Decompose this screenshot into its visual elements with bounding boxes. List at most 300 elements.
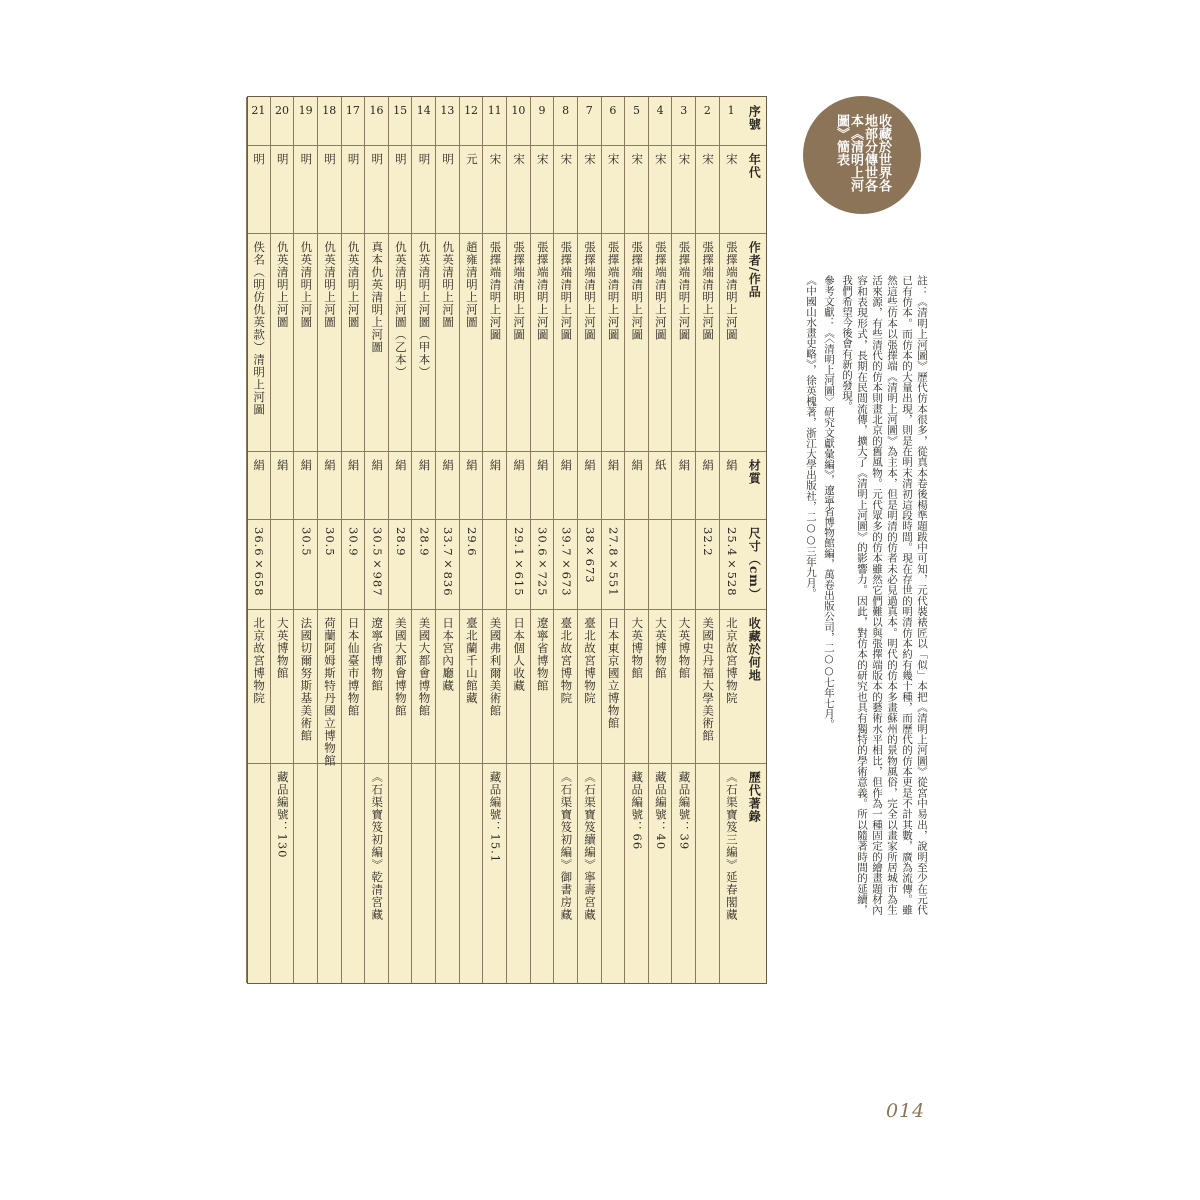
cell-records-text: 藏品編號：15.1 <box>488 771 503 864</box>
cell-size-text: 25.4×528 <box>724 527 739 597</box>
table-row <box>388 97 412 983</box>
cell-no <box>342 97 365 145</box>
cell-location-text: 臺北故宮博物院 <box>582 617 597 705</box>
cell-location <box>507 609 530 763</box>
cell-era <box>436 145 459 233</box>
header-era <box>742 145 766 233</box>
cell-era <box>531 145 554 233</box>
cell-work <box>365 233 388 451</box>
cell-size <box>436 519 459 609</box>
cell-location <box>672 609 695 763</box>
cell-material <box>460 451 483 519</box>
cell-era-text: 明 <box>417 153 432 166</box>
table-row <box>246 97 270 983</box>
cell-no-text: 18 <box>322 104 337 117</box>
table-row <box>671 97 695 983</box>
cell-size-text: 27.8×551 <box>606 527 621 597</box>
cell-no-text: 14 <box>416 104 431 117</box>
cell-era <box>554 145 577 233</box>
cell-no <box>625 97 648 145</box>
cell-material <box>554 451 577 519</box>
cell-material-text: 絹 <box>322 459 337 472</box>
cell-work <box>412 233 435 451</box>
header-material-text: 材質 <box>747 459 762 485</box>
cell-no-text: 10 <box>511 104 526 117</box>
header-records-text: 歷代著錄 <box>747 771 762 823</box>
cell-work <box>720 233 743 451</box>
cell-no-text: 11 <box>487 104 502 117</box>
cell-size <box>578 519 601 609</box>
notes-text: 註：《清明上河圖》歷代仿本很多，從真本卷後楊準題跋中可知，元代裝裱匠以「似」本把《清明上河圖》從宮中易出，說明至少在元代已有仿本。而仿本的大量出現，則是在明末清初這段時間。現在存世的明清仿本約有幾十種，而歷代的仿本更是不計其數，廣為流傳。雖然這些仿本以張擇端《清明上河圖》為主本，但是明清的仿者未必見過真本。明代的仿本多畫蘇州的景物風俗，完全以畫家所居城市為生活來源，有些清代的仿本則畫北京的舊風物。元代眾多的仿本雖然它們難以與張擇端版本的藝術水平相比，但作為一種固定的繪畫題材內容和表現形式，長期在民間流傳，擴大了《清明上河圖》的影響力。因此，對仿本的研究也具有獨特的學術意義。所以隨著時間的延續，我們希望今後會有新的發現。 <box>841 275 928 915</box>
cell-work <box>602 233 625 451</box>
cell-material-text: 絹 <box>252 459 267 472</box>
page-number: 014 <box>886 1100 926 1122</box>
cell-size <box>602 519 625 609</box>
cell-material <box>271 451 294 519</box>
cell-location <box>578 609 601 763</box>
cell-era-text: 宋 <box>512 153 527 166</box>
cell-material-text: 絹 <box>346 459 361 472</box>
cell-location <box>554 609 577 763</box>
cell-era <box>625 145 648 233</box>
cell-era-text: 宋 <box>488 153 503 166</box>
cell-no-text: 8 <box>562 104 570 117</box>
table-title: 收藏於世界各地部分傳世各本《清明上河圖》簡表 <box>834 114 891 192</box>
cell-material-text: 絹 <box>393 459 408 472</box>
cell-material <box>342 451 365 519</box>
cell-location <box>649 609 672 763</box>
cell-no <box>554 97 577 145</box>
title-badge <box>803 96 921 214</box>
cell-size-text: 36.6×658 <box>252 527 267 597</box>
cell-work <box>483 233 506 451</box>
cell-size <box>649 519 672 609</box>
table-row <box>270 97 294 983</box>
cell-era <box>271 145 294 233</box>
cell-size <box>389 519 412 609</box>
cell-records <box>672 763 695 985</box>
cell-work-text: 張擇端清明上河圖 <box>724 241 739 341</box>
cell-era <box>365 145 388 233</box>
cell-work-text: 仇英清明上河圖（乙本） <box>393 241 408 379</box>
cell-work <box>696 233 719 451</box>
table-row <box>553 97 577 983</box>
cell-size-text: 30.5 <box>299 527 314 557</box>
cell-material-text: 絹 <box>299 459 314 472</box>
cell-location-text: 美國大都會博物館 <box>393 617 408 717</box>
cell-size <box>412 519 435 609</box>
cell-no <box>720 97 743 145</box>
cell-material-text: 絹 <box>512 459 527 472</box>
cell-work <box>507 233 530 451</box>
cell-records <box>507 763 530 985</box>
cell-no <box>247 97 270 145</box>
cell-no <box>483 97 506 145</box>
cell-era-text: 宋 <box>630 153 645 166</box>
cell-work-text: 張擇端清明上河圖 <box>701 241 716 341</box>
cell-era <box>294 145 317 233</box>
table-row <box>482 97 506 983</box>
cell-records <box>602 763 625 985</box>
cell-location <box>318 609 341 767</box>
table-row <box>459 97 483 983</box>
cell-era <box>460 145 483 233</box>
cell-location-text: 大英博物館 <box>653 617 668 680</box>
cell-no <box>649 97 672 145</box>
cell-no <box>696 97 719 145</box>
cell-records-text: 《石渠寶笈續編》寧壽宮藏 <box>582 771 597 921</box>
cell-size <box>531 519 554 609</box>
cell-work <box>294 233 317 451</box>
cell-era-text: 明 <box>275 153 290 166</box>
cell-material <box>578 451 601 519</box>
cell-size-text: 30.5 <box>322 527 337 557</box>
cell-no-text: 13 <box>440 104 455 117</box>
cell-no <box>436 97 459 145</box>
cell-era-text: 明 <box>252 153 267 166</box>
table-row <box>364 97 388 983</box>
cell-no-text: 1 <box>727 104 735 117</box>
cell-size <box>271 519 294 609</box>
cell-work <box>672 233 695 451</box>
cell-no <box>271 97 294 145</box>
cell-size <box>507 519 530 609</box>
cell-material <box>483 451 506 519</box>
cell-location <box>460 609 483 763</box>
cell-work <box>247 233 270 451</box>
cell-records <box>318 763 341 985</box>
cell-material-text: 絹 <box>464 459 479 472</box>
cell-no <box>365 97 388 145</box>
cell-era <box>720 145 743 233</box>
cell-material <box>412 451 435 519</box>
cell-work <box>460 233 483 451</box>
cell-location <box>483 609 506 763</box>
cell-location-text: 大英博物館 <box>275 617 290 680</box>
cell-material-text: 絹 <box>488 459 503 472</box>
cell-records-text: 藏品編號：40 <box>653 771 668 851</box>
header-location-text: 收藏於何地 <box>747 617 762 682</box>
cell-size-text: 29.1×615 <box>512 527 527 597</box>
cell-size <box>696 519 719 609</box>
cell-location-text: 法國切爾努斯基美術館 <box>299 617 314 742</box>
cell-work-text: 仇英清明上河圖（甲本） <box>417 241 432 379</box>
cell-no-text: 15 <box>393 104 408 117</box>
cell-records-text: 藏品編號：66 <box>630 771 645 851</box>
cell-material-text: 絹 <box>535 459 550 472</box>
cell-records <box>625 763 648 985</box>
cell-location-text: 日本宮內廳藏 <box>441 617 456 692</box>
collection-table <box>247 96 767 984</box>
cell-no <box>578 97 601 145</box>
cell-era <box>342 145 365 233</box>
cell-era <box>507 145 530 233</box>
cell-no <box>412 97 435 145</box>
cell-location-text: 大英博物館 <box>630 617 645 680</box>
cell-records <box>389 763 412 985</box>
cell-location-text: 遼寧省博物館 <box>535 617 550 692</box>
cell-era-text: 宋 <box>677 153 692 166</box>
cell-material <box>720 451 743 519</box>
cell-size <box>672 519 695 609</box>
cell-era-text: 明 <box>299 153 314 166</box>
cell-location-text: 日本東京國立博物館 <box>606 617 621 730</box>
cell-era <box>483 145 506 233</box>
cell-material-text: 紙 <box>653 459 668 472</box>
cell-records <box>365 763 388 985</box>
cell-no <box>602 97 625 145</box>
cell-material-text: 絹 <box>724 459 739 472</box>
cell-no <box>389 97 412 145</box>
cell-material <box>389 451 412 519</box>
cell-work <box>271 233 294 451</box>
cell-era-text: 宋 <box>606 153 621 166</box>
cell-material-text: 絹 <box>417 459 432 472</box>
header-era-text: 年代 <box>747 153 762 179</box>
cell-work-text: 仇英清明上河圖 <box>275 241 290 329</box>
cell-records-text: 藏品編號：39 <box>677 771 692 851</box>
header-size <box>742 519 766 609</box>
cell-records <box>342 763 365 985</box>
cell-location <box>436 609 459 763</box>
cell-work-text: 張擇端清明上河圖 <box>559 241 574 341</box>
cell-material <box>247 451 270 519</box>
cell-records <box>247 763 270 985</box>
cell-records <box>578 763 601 985</box>
cell-no-text: 2 <box>703 104 711 117</box>
cell-work <box>625 233 648 451</box>
cell-work-text: 張擇端清明上河圖 <box>677 241 692 341</box>
cell-records-text: 藏品編號：130 <box>275 771 290 859</box>
cell-size-text: 28.9 <box>393 527 408 557</box>
cell-era-text: 宋 <box>582 153 597 166</box>
table-row <box>601 97 625 983</box>
cell-work-text: 仇英清明上河圖 <box>322 241 337 329</box>
table-row <box>695 97 719 983</box>
table-header-column <box>742 97 766 983</box>
cell-location-text: 大英博物館 <box>677 617 692 680</box>
cell-records-text: 《石渠寶笈初編》乾清宮藏 <box>370 771 385 921</box>
cell-no-text: 7 <box>585 104 593 117</box>
cell-era-text: 宋 <box>701 153 716 166</box>
cell-location <box>531 609 554 763</box>
notes-block <box>795 275 929 915</box>
cell-location <box>602 609 625 763</box>
cell-era <box>672 145 695 233</box>
cell-no-text: 9 <box>538 104 546 117</box>
table-row <box>411 97 435 983</box>
table-row <box>577 97 601 983</box>
cell-location <box>720 609 743 763</box>
header-no <box>742 97 766 145</box>
cell-work <box>554 233 577 451</box>
cell-era-text: 宋 <box>559 153 574 166</box>
cell-location <box>342 609 365 763</box>
cell-location <box>696 609 719 763</box>
cell-material-text: 絹 <box>701 459 716 472</box>
cell-material-text: 絹 <box>275 459 290 472</box>
cell-records <box>412 763 435 985</box>
cell-location-text: 日本仙臺市博物館 <box>346 617 361 717</box>
header-no-text: 序號 <box>747 105 762 131</box>
cell-material <box>649 451 672 519</box>
cell-records <box>483 763 506 985</box>
cell-era <box>318 145 341 233</box>
cell-era-text: 宋 <box>653 153 668 166</box>
cell-records <box>720 763 743 985</box>
cell-work-text: 張擇端清明上河圖 <box>512 241 527 341</box>
cell-era <box>696 145 719 233</box>
cell-size-text: 29.6 <box>464 527 479 557</box>
cell-size <box>318 519 341 609</box>
cell-era-text: 宋 <box>724 153 739 166</box>
cell-work-text: 張擇端清明上河圖 <box>653 241 668 341</box>
cell-records <box>554 763 577 985</box>
cell-material <box>365 451 388 519</box>
table-row <box>293 97 317 983</box>
cell-work-text: 仇英清明上河圖 <box>299 241 314 329</box>
cell-size <box>554 519 577 609</box>
cell-location-text: 遼寧省博物館 <box>370 617 385 692</box>
cell-size <box>247 519 270 609</box>
cell-work-text: 張擇端清明上河圖 <box>488 241 503 341</box>
table-row <box>530 97 554 983</box>
cell-material-text: 絹 <box>677 459 692 472</box>
cell-work <box>389 233 412 451</box>
cell-era <box>602 145 625 233</box>
cell-material <box>625 451 648 519</box>
cell-location-text: 美國大都會博物館 <box>417 617 432 717</box>
cell-no <box>672 97 695 145</box>
header-location <box>742 609 766 763</box>
cell-work-text: 真本仇英清明上河圖 <box>370 241 385 354</box>
cell-size-text: 30.6×725 <box>535 527 550 597</box>
header-size-text: 尺寸（cm） <box>747 527 762 602</box>
cell-location <box>389 609 412 763</box>
cell-records <box>294 763 317 985</box>
cell-no <box>507 97 530 145</box>
header-work-text: 作者/作品 <box>747 241 762 299</box>
cell-no-text: 4 <box>656 104 664 117</box>
cell-size <box>294 519 317 609</box>
cell-size <box>625 519 648 609</box>
cell-era-text: 明 <box>370 153 385 166</box>
cell-work-text: 張擇端清明上河圖 <box>630 241 645 341</box>
cell-records <box>460 763 483 985</box>
cell-records <box>531 763 554 985</box>
cell-no-text: 17 <box>345 104 360 117</box>
cell-records <box>649 763 672 985</box>
cell-era-text: 明 <box>346 153 361 166</box>
cell-no-text: 16 <box>369 104 384 117</box>
cell-material-text: 絹 <box>441 459 456 472</box>
cell-location-text: 北京故宮博物院 <box>724 617 739 705</box>
cell-size <box>365 519 388 609</box>
cell-era <box>247 145 270 233</box>
cell-material-text: 絹 <box>370 459 385 472</box>
cell-work-text: 張擇端清明上河圖 <box>606 241 621 341</box>
cell-material <box>696 451 719 519</box>
cell-no-text: 12 <box>464 104 479 117</box>
cell-size-text: 28.9 <box>417 527 432 557</box>
cell-size-text: 32.2 <box>701 527 716 557</box>
cell-location <box>271 609 294 763</box>
cell-work <box>649 233 672 451</box>
cell-material-text: 絹 <box>630 459 645 472</box>
cell-records <box>436 763 459 985</box>
cell-era-text: 元 <box>464 153 479 166</box>
cell-work-text: 張擇端清明上河圖 <box>582 241 597 341</box>
cell-size-text: 30.9 <box>346 527 361 557</box>
cell-era-text: 宋 <box>535 153 550 166</box>
cell-work-text: 趙雍清明上河圖 <box>464 241 479 329</box>
cell-size <box>460 519 483 609</box>
cell-work-text: 張擇端清明上河圖 <box>535 241 550 341</box>
cell-no-text: 19 <box>298 104 313 117</box>
cell-era-text: 明 <box>441 153 456 166</box>
cell-work <box>531 233 554 451</box>
table-row <box>435 97 459 983</box>
cell-location <box>247 609 270 763</box>
header-records <box>742 763 766 985</box>
cell-size <box>342 519 365 609</box>
cell-no <box>294 97 317 145</box>
cell-era <box>649 145 672 233</box>
cell-records-text: 《石渠寶笈三編》延春閣藏 <box>724 771 739 921</box>
cell-work <box>318 233 341 451</box>
cell-work-text: 仇英清明上河圖 <box>441 241 456 329</box>
cell-era-text: 明 <box>322 153 337 166</box>
table-row <box>719 97 743 983</box>
cell-location-text: 日本個人收藏 <box>512 617 527 692</box>
cell-records <box>696 763 719 985</box>
table-row <box>341 97 365 983</box>
cell-material <box>294 451 317 519</box>
cell-no-text: 21 <box>251 104 266 117</box>
reference-2: 《中國山水畫史略》，徐英槐著，浙江大學出版社，二○○三年九月。 <box>805 275 817 599</box>
cell-work <box>342 233 365 451</box>
table-row <box>506 97 530 983</box>
cell-no <box>531 97 554 145</box>
cell-records-text: 《石渠寶笈初編》御書房藏 <box>559 771 574 921</box>
cell-size-text: 30.5×987 <box>370 527 385 597</box>
cell-material <box>507 451 530 519</box>
cell-records <box>271 763 294 985</box>
cell-size-text: 39.7×673 <box>559 527 574 597</box>
cell-work-text: 仇英清明上河圖 <box>346 241 361 329</box>
cell-material <box>602 451 625 519</box>
cell-location <box>294 609 317 763</box>
table-row <box>624 97 648 983</box>
cell-work-text: 佚名（明仿仇英款）清明上河圖 <box>252 241 267 416</box>
cell-material <box>436 451 459 519</box>
reference-1: 參考文獻：《〈清明上河圖〉研究文獻彙編》，遼寧省博物館編，萬卷出版公司，二○○七年七月。 <box>823 275 835 730</box>
cell-era <box>578 145 601 233</box>
table-row <box>317 97 341 983</box>
cell-location-text: 美國弗利爾美術館 <box>488 617 503 717</box>
cell-no <box>460 97 483 145</box>
cell-material <box>318 451 341 519</box>
cell-location-text: 美國史丹福大學美術館 <box>701 617 716 742</box>
cell-no-text: 6 <box>609 104 617 117</box>
cell-no <box>318 97 341 145</box>
cell-size-text: 38×673 <box>582 527 597 584</box>
cell-size <box>483 519 506 609</box>
cell-no-text: 3 <box>680 104 688 117</box>
cell-location <box>412 609 435 763</box>
cell-material-text: 絹 <box>606 459 621 472</box>
cell-size-text: 33.7×836 <box>441 527 456 597</box>
